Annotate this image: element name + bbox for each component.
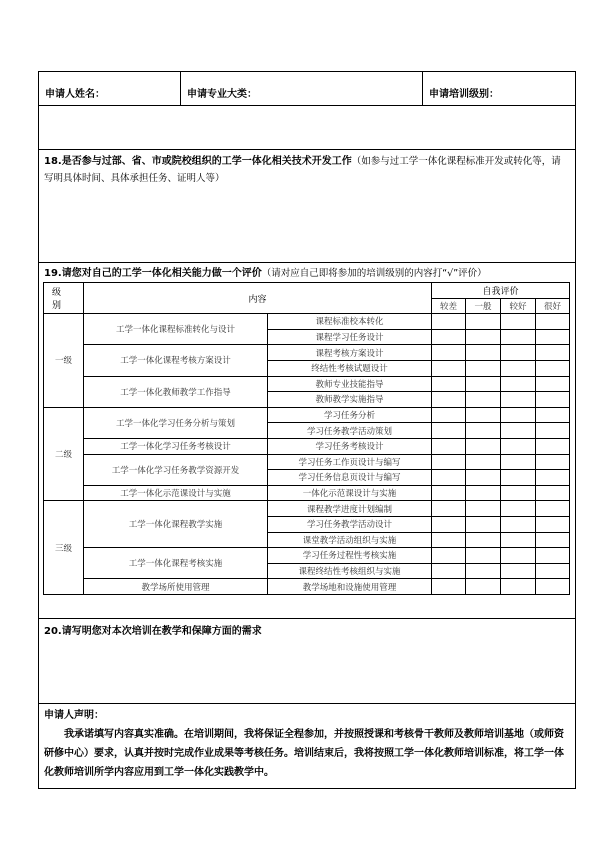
rating-cell[interactable] [466,470,501,486]
item-cell: 教学场地和设施使用管理 [268,579,432,595]
rating-cell[interactable] [501,454,536,470]
rating-cell[interactable] [466,579,501,595]
level-label: 申请培训级别： [429,89,499,100]
rating-cell[interactable] [432,470,466,486]
rating-cell[interactable] [432,438,466,454]
q20-title: 20.请写明您对本次培训在教学和保障方面的需求 [44,626,262,637]
rating-cell[interactable] [432,423,466,439]
rating-cell[interactable] [536,314,570,330]
rating-cell[interactable] [536,392,570,408]
declaration-section [39,704,575,788]
table-row [44,454,570,470]
header-row [39,72,575,105]
rating-cell[interactable] [466,392,501,408]
rating-cell[interactable] [466,501,501,517]
table-row [44,438,570,454]
applicant-info-field[interactable] [39,106,575,149]
rating-cell[interactable] [501,407,536,423]
table-row [44,548,570,564]
rating-cell[interactable] [501,360,536,376]
rating-cell[interactable] [536,579,570,595]
rating-cell[interactable] [536,345,570,361]
rating-cell[interactable] [432,345,466,361]
item-cell: 课程标准校本转化 [268,314,432,330]
table-row [44,314,570,330]
rating-cell[interactable] [536,329,570,345]
item-cell: 学习任务信息页设计与编写 [268,470,432,486]
item-cell: 课程终结性考核组织与实施 [268,563,432,579]
rating-cell[interactable] [432,329,466,345]
rating-cell[interactable] [536,516,570,532]
application-form [38,71,576,789]
applicant-name-label: 申请人姓名： [45,89,105,100]
table-row [44,501,570,517]
item-cell: 课程学习任务设计 [268,329,432,345]
rating-cell[interactable] [501,438,536,454]
rating-cell[interactable] [501,329,536,345]
topic-cell: 工学一体化课程考核方案设计 [84,345,268,376]
rating-cell[interactable] [432,376,466,392]
rating-header-1: 一般 [466,298,501,314]
rating-cell[interactable] [432,516,466,532]
rating-cell[interactable] [501,345,536,361]
topic-cell: 工学一体化课程标准转化与设计 [84,314,268,345]
topic-cell: 工学一体化课程教学实施 [84,501,268,548]
rating-cell[interactable] [466,563,501,579]
rating-header-2: 较好 [501,298,536,314]
rating-cell[interactable] [432,392,466,408]
table-row [44,376,570,392]
rating-header-0: 较差 [432,298,466,314]
q20-section [39,619,575,703]
rating-cell[interactable] [501,516,536,532]
rating-cell[interactable] [536,501,570,517]
rating-cell[interactable] [432,501,466,517]
item-cell: 学习任务工作页设计与编写 [268,454,432,470]
rating-cell[interactable] [536,532,570,548]
rating-cell[interactable] [536,454,570,470]
rating-cell[interactable] [466,532,501,548]
rating-cell[interactable] [501,392,536,408]
rating-cell[interactable] [432,485,466,501]
rating-cell[interactable] [501,485,536,501]
level-cell: 一级 [44,314,84,408]
topic-cell: 工学一体化教师教学工作指导 [84,376,268,407]
rating-cell[interactable] [466,423,501,439]
q18-section [39,150,575,262]
rating-cell[interactable] [432,563,466,579]
rating-cell[interactable] [466,438,501,454]
rating-cell[interactable] [501,470,536,486]
rating-cell[interactable] [501,314,536,330]
q18-note: （如参与过工学一体化课程标准开发或转化等，请写明具体时间、具体承担任务、证明人等） [44,156,561,184]
rating-cell[interactable] [466,485,501,501]
rating-cell[interactable] [466,314,501,330]
rating-cell[interactable] [466,454,501,470]
item-cell: 一体化示范课设计与实施 [268,485,432,501]
rating-cell[interactable] [466,376,501,392]
rating-cell[interactable] [536,407,570,423]
q18-title: 18.是否参与过部、省、市或院校组织的工学一体化相关技术开发工作（如参与过工学一体化课程标准开发或转化等，请写明具体时间、具体承担任务、证明人等） [44,156,561,184]
item-cell: 教师专业技能指导 [268,376,432,392]
topic-cell: 工学一体化学习任务考核设计 [84,438,268,454]
level-cell: 二级 [44,407,84,501]
table-row [44,345,570,361]
rating-cell[interactable] [466,329,501,345]
q19-title: 19.请您对自己的工学一体化相关能力做一个评价（请对应自己即将参加的培训级别的内容打“√”评价） [44,268,487,279]
rating-cell[interactable] [501,563,536,579]
rating-cell[interactable] [501,423,536,439]
item-cell: 课程教学进度计划编制 [268,501,432,517]
declaration-title: 申请人声明： [44,710,104,721]
rating-cell[interactable] [466,548,501,564]
declaration-body: 我承诺填写内容真实准确。在培训期间，我将保证全程参加，并按照授课和考核骨干教师及教师培训基地（或师资研修中心）要求，认真并按时完成作业成果等考核任务。培训结束后，我将按照工学一体化教师培训标准，将工学一体化教师培训所学内容应用到工学一体化实践教学中。 [44,729,564,778]
rating-cell[interactable] [501,579,536,595]
rating-cell[interactable] [466,345,501,361]
rating-cell[interactable] [466,516,501,532]
rating-cell[interactable] [432,314,466,330]
item-cell: 课程考核方案设计 [268,345,432,361]
rating-cell[interactable] [432,407,466,423]
topic-cell: 工学一体化课程考核实施 [84,548,268,579]
topic-cell: 工学一体化学习任务分析与策划 [84,407,268,438]
col-self-eval-header: 自我评价 [432,283,570,299]
topic-cell: 工学一体化学习任务教学资源开发 [84,454,268,485]
rating-cell[interactable] [536,548,570,564]
table-row [44,485,570,501]
rating-cell[interactable] [466,407,501,423]
rating-cell[interactable] [536,563,570,579]
item-cell: 学习任务考核设计 [268,438,432,454]
rating-cell[interactable] [536,376,570,392]
level-cell: 三级 [44,501,84,595]
rating-cell[interactable] [432,548,466,564]
rating-cell[interactable] [501,376,536,392]
rating-cell[interactable] [432,360,466,376]
rating-cell[interactable] [501,548,536,564]
item-cell: 教师教学实施指导 [268,392,432,408]
col-level-header: 级别 [44,283,84,314]
rating-cell[interactable] [501,532,536,548]
rating-cell[interactable] [432,532,466,548]
rating-cell[interactable] [536,360,570,376]
topic-cell: 工学一体化示范课设计与实施 [84,485,268,501]
self-evaluation-table [43,282,570,595]
item-cell: 学习任务教学活动设计 [268,516,432,532]
rating-header-3: 很好 [536,298,570,314]
rating-cell[interactable] [536,470,570,486]
item-cell: 终结性考核试题设计 [268,360,432,376]
rating-cell[interactable] [501,501,536,517]
rating-cell[interactable] [536,485,570,501]
rating-cell[interactable] [432,579,466,595]
item-cell: 学习任务教学活动策划 [268,423,432,439]
major-label: 申请专业大类： [187,89,257,100]
item-cell: 学习任务分析 [268,407,432,423]
q19-note: （请对应自己即将参加的培训级别的内容打“√”评价） [261,268,487,279]
item-cell: 学习任务过程性考核实施 [268,548,432,564]
rating-cell[interactable] [536,438,570,454]
rating-cell[interactable] [466,360,501,376]
col-content-header: 内容 [84,283,432,314]
table-row [44,579,570,595]
topic-cell: 教学场所使用管理 [84,579,268,595]
table-row [44,407,570,423]
item-cell: 课堂教学活动组织与实施 [268,532,432,548]
rating-cell[interactable] [536,423,570,439]
rating-cell[interactable] [432,454,466,470]
